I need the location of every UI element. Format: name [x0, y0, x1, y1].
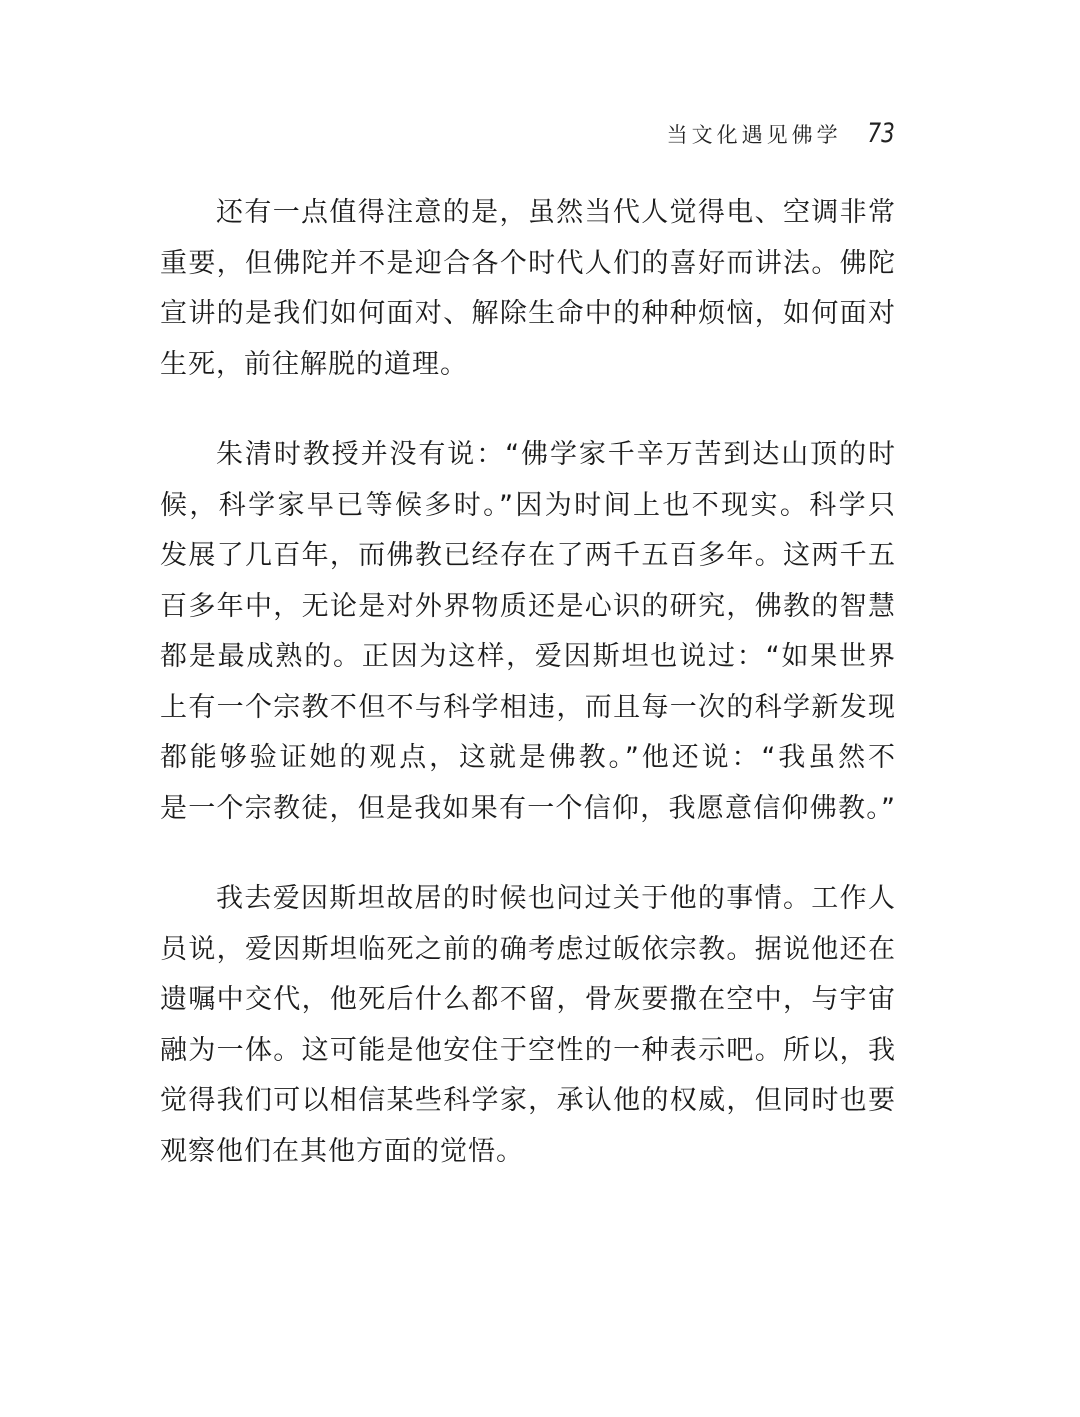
text-line: 发展了几百年，而佛教已经存在了两千五百多年。这两千五 [160, 540, 896, 571]
text-line: 融为一体。这可能是他安住于空性的一种表示吧。所以，我 [160, 1034, 896, 1066]
running-title: 当文化遇见佛学 [666, 123, 842, 147]
text-line: 都能够验证她的观点，这就是佛教。”他还说：“我虽然不 [160, 742, 896, 773]
text-line: 我去爱因斯坦故居的时候也问过关于他的事情。工作人 [216, 883, 896, 914]
running-head [667, 118, 898, 149]
text-line: 上有一个宗教不但不与科学相违，而且每一次的科学新发现 [160, 691, 896, 723]
text-line: 是一个宗教徒，但是我如果有一个信仰，我愿意信仰佛教。” [160, 792, 896, 824]
paragraph-1 [160, 188, 896, 390]
text-line: 观察他们在其他方面的觉悟。 [160, 1135, 524, 1167]
text-line: 还有一点值得注意的是，虽然当代人觉得电、空调非常 [216, 197, 896, 228]
text-line: 候，科学家早已等候多时。”因为时间上也不现实。科学只 [160, 489, 896, 521]
text-line: 员说，爱因斯坦临死之前的确考虑过皈依宗教。据说他还在 [160, 933, 896, 965]
text-line: 宣讲的是我们如何面对、解除生命中的种种烦恼，如何面对 [160, 298, 896, 329]
text-line: 遗嘱中交代，他死后什么都不留，骨灰要撒在空中，与宇宙 [160, 984, 896, 1015]
text-line: 重要，但佛陀并不是迎合各个时代人们的喜好而讲法。佛陀 [160, 247, 896, 279]
paragraph-2 [160, 430, 896, 834]
paragraph-3 [160, 874, 896, 1177]
text-line: 觉得我们可以相信某些科学家，承认他的权威，但同时也要 [160, 1085, 896, 1116]
text-line: 百多年中，无论是对外界物质还是心识的研究，佛教的智慧 [160, 590, 896, 622]
body-text [160, 188, 896, 1217]
page-number: 73 [867, 118, 895, 149]
text-line: 都是最成熟的。正因为这样，爱因斯坦也说过：“如果世界 [160, 641, 896, 672]
text-line: 朱清时教授并没有说：“佛学家千辛万苦到达山顶的时 [216, 439, 896, 470]
text-line: 生死，前往解脱的道理。 [160, 348, 468, 380]
